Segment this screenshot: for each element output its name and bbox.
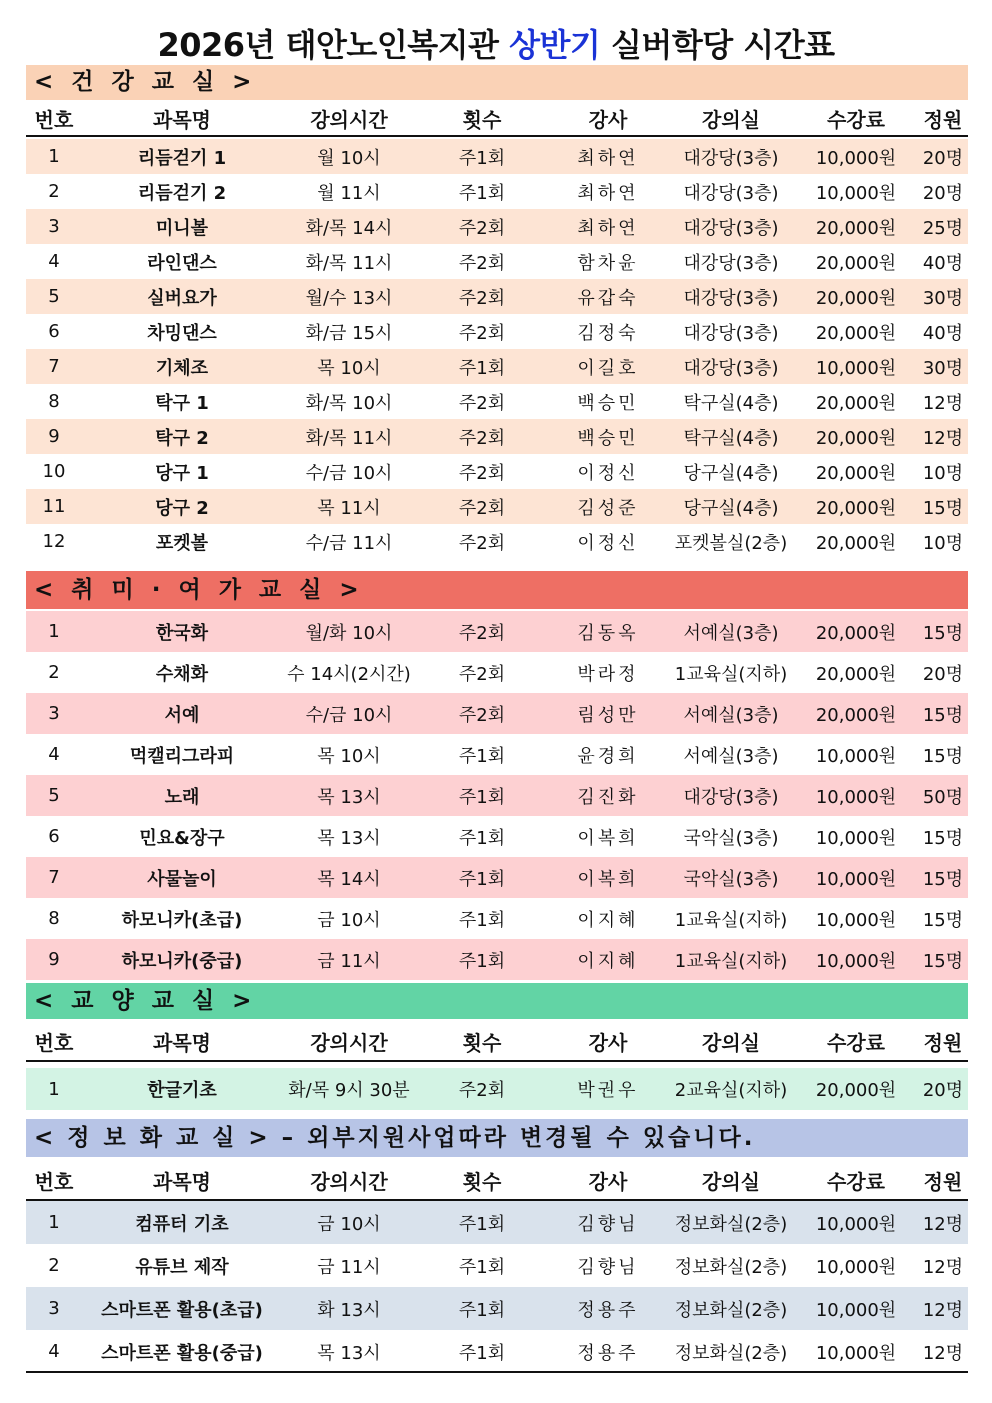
cell-instructor: 박라정 xyxy=(577,663,639,685)
cell-frequency: 주2회 xyxy=(458,532,506,554)
table-row xyxy=(26,174,968,209)
cell-fee: 10,000원 xyxy=(815,1256,897,1278)
header-subject: 과목명 xyxy=(153,1169,211,1194)
cell-room: 서예실(3층) xyxy=(683,745,779,767)
header-number: 번호 xyxy=(34,107,74,132)
cell-room: 2교육실(지하) xyxy=(674,1080,788,1101)
health-header-row xyxy=(26,101,968,137)
cell-frequency: 주1회 xyxy=(458,1256,506,1278)
cell-time: 수/금 11시 xyxy=(305,532,393,554)
cell-time: 목 13시 xyxy=(317,786,381,808)
cell-frequency: 주2회 xyxy=(458,427,506,449)
header-frequency: 횟수 xyxy=(462,107,502,132)
cell-number: 4 xyxy=(48,1341,60,1362)
cell-fee: 20,000원 xyxy=(815,252,897,274)
table-row xyxy=(26,1244,968,1287)
cell-instructor: 유갑숙 xyxy=(577,287,639,309)
cell-capacity: 12명 xyxy=(922,427,964,449)
table-row xyxy=(26,693,968,734)
cell-capacity: 12명 xyxy=(922,1342,964,1364)
health-rows xyxy=(26,139,968,559)
cell-subject: 수채화 xyxy=(155,663,209,685)
header-capacity: 정원 xyxy=(923,107,963,132)
cell-fee: 10,000원 xyxy=(815,827,897,849)
cell-room: 대강당(3층) xyxy=(683,786,779,808)
cell-number: 3 xyxy=(48,703,60,724)
cell-capacity: 10명 xyxy=(922,462,964,484)
cell-subject: 리듬걷기 2 xyxy=(137,182,227,204)
cell-time: 월 10시 xyxy=(317,147,381,169)
cell-room: 포켓볼실(2층) xyxy=(674,532,788,554)
cell-time: 수/금 10시 xyxy=(305,704,393,726)
header-instructor: 강사 xyxy=(588,1030,628,1055)
cell-number: 7 xyxy=(48,356,60,377)
cell-instructor: 이복희 xyxy=(577,868,639,890)
cell-instructor: 김향님 xyxy=(577,1256,639,1278)
cell-capacity: 12명 xyxy=(922,1299,964,1321)
cell-capacity: 15명 xyxy=(922,909,964,931)
table-row xyxy=(26,314,968,349)
cell-capacity: 12명 xyxy=(922,1256,964,1278)
table-row xyxy=(26,524,968,559)
cell-fee: 20,000원 xyxy=(815,217,897,239)
health-section-banner: < 건 강 교 실 > xyxy=(26,65,968,100)
cell-instructor: 정용주 xyxy=(577,1342,639,1364)
cell-fee: 10,000원 xyxy=(815,745,897,767)
cell-instructor: 김향님 xyxy=(577,1213,639,1235)
table-row xyxy=(26,209,968,244)
cell-capacity: 10명 xyxy=(922,532,964,554)
cell-frequency: 주1회 xyxy=(458,909,506,931)
cell-fee: 20,000원 xyxy=(815,287,897,309)
cell-subject: 포켓볼 xyxy=(155,532,209,554)
cell-capacity: 12명 xyxy=(922,392,964,414)
cell-frequency: 주1회 xyxy=(458,182,506,204)
cell-subject: 사물놀이 xyxy=(147,868,217,890)
cell-frequency: 주1회 xyxy=(458,147,506,169)
cell-frequency: 주2회 xyxy=(458,252,506,274)
cell-instructor: 김정숙 xyxy=(577,322,639,344)
cell-frequency: 주2회 xyxy=(458,663,506,685)
cell-frequency: 주1회 xyxy=(458,868,506,890)
cell-room: 대강당(3층) xyxy=(683,357,779,379)
cell-capacity: 15명 xyxy=(922,827,964,849)
cell-capacity: 40명 xyxy=(922,322,964,344)
header-instructor: 강사 xyxy=(588,1169,628,1194)
culture-rows xyxy=(26,1068,968,1110)
cell-instructor: 윤경희 xyxy=(577,745,639,767)
cell-subject: 차밍댄스 xyxy=(147,322,217,344)
cell-frequency: 주2회 xyxy=(458,1080,506,1101)
cell-time: 목 10시 xyxy=(317,745,381,767)
culture-section-banner: < 교 양 교 실 > xyxy=(26,983,968,1019)
cell-capacity: 30명 xyxy=(922,287,964,309)
cell-subject: 유튜브 제작 xyxy=(135,1256,229,1278)
cell-room: 서예실(3층) xyxy=(683,622,779,644)
table-row xyxy=(26,734,968,775)
cell-capacity: 15명 xyxy=(922,704,964,726)
cell-frequency: 주2회 xyxy=(458,462,506,484)
cell-room: 서예실(3층) xyxy=(683,704,779,726)
cell-number: 6 xyxy=(48,826,60,847)
cell-number: 4 xyxy=(48,251,60,272)
cell-room: 당구실(4층) xyxy=(683,462,779,484)
cell-number: 11 xyxy=(42,496,66,517)
cell-fee: 20,000원 xyxy=(815,622,897,644)
table-row xyxy=(26,1330,968,1373)
cell-capacity: 20명 xyxy=(922,182,964,204)
cell-instructor: 이길호 xyxy=(577,357,639,379)
cell-frequency: 주1회 xyxy=(458,1213,506,1235)
cell-time: 화/금 15시 xyxy=(305,322,393,344)
cell-time: 수/금 10시 xyxy=(305,462,393,484)
cell-time: 화 13시 xyxy=(317,1299,381,1321)
cell-room: 1교육실(지하) xyxy=(674,909,788,931)
bottom-rule xyxy=(26,1371,968,1373)
cell-time: 월 11시 xyxy=(317,182,381,204)
cell-number: 1 xyxy=(48,1212,60,1233)
header-fee: 수강료 xyxy=(827,107,885,132)
cell-room: 정보화실(2층) xyxy=(674,1342,788,1364)
cell-frequency: 주2회 xyxy=(458,392,506,414)
cell-time: 수 14시(2시간) xyxy=(287,663,411,685)
cell-fee: 10,000원 xyxy=(815,182,897,204)
header-time: 강의시간 xyxy=(310,1169,388,1194)
cell-time: 금 11시 xyxy=(317,1256,381,1278)
header-number: 번호 xyxy=(34,1169,74,1194)
cell-capacity: 30명 xyxy=(922,357,964,379)
hobby-rows xyxy=(26,611,968,980)
cell-subject: 컴퓨터 기초 xyxy=(135,1213,229,1235)
cell-time: 화/목 14시 xyxy=(305,217,393,239)
culture-header-row xyxy=(26,1022,968,1062)
cell-instructor: 백승민 xyxy=(577,392,639,414)
cell-fee: 20,000원 xyxy=(815,704,897,726)
cell-instructor: 김진화 xyxy=(577,786,639,808)
hobby-section-banner: < 취 미 · 여 가 교 실 > xyxy=(26,571,968,609)
header-number: 번호 xyxy=(34,1030,74,1055)
cell-number: 2 xyxy=(48,181,60,202)
header-fee: 수강료 xyxy=(827,1169,885,1194)
cell-number: 1 xyxy=(48,1078,60,1100)
cell-room: 국악실(3층) xyxy=(683,868,779,890)
cell-subject: 스마트폰 활용(중급) xyxy=(101,1342,263,1364)
cell-number: 6 xyxy=(48,321,60,342)
title-prefix: 2026년 태안노인복지관 xyxy=(157,26,510,64)
info-header-row xyxy=(26,1161,968,1201)
cell-subject: 먹캘리그라피 xyxy=(129,745,235,767)
cell-fee: 20,000원 xyxy=(815,462,897,484)
cell-capacity: 15명 xyxy=(922,950,964,972)
cell-time: 화/목 11시 xyxy=(305,427,393,449)
cell-number: 8 xyxy=(48,908,60,929)
header-room: 강의실 xyxy=(702,107,760,132)
header-subject: 과목명 xyxy=(153,107,211,132)
cell-fee: 10,000원 xyxy=(815,357,897,379)
cell-instructor: 최하연 xyxy=(577,182,639,204)
table-row xyxy=(26,857,968,898)
cell-room: 탁구실(4층) xyxy=(683,427,779,449)
cell-instructor: 함차윤 xyxy=(577,252,639,274)
cell-fee: 10,000원 xyxy=(815,909,897,931)
cell-room: 정보화실(2층) xyxy=(674,1256,788,1278)
cell-capacity: 40명 xyxy=(922,252,964,274)
cell-time: 목 10시 xyxy=(317,357,381,379)
cell-time: 화/목 11시 xyxy=(305,252,393,274)
cell-number: 2 xyxy=(48,662,60,683)
cell-capacity: 15명 xyxy=(922,868,964,890)
info-section-banner: < 정 보 화 교 실 > – 외부지원사업따라 변경될 수 있습니다. xyxy=(26,1119,968,1157)
table-row xyxy=(26,1201,968,1244)
cell-number: 5 xyxy=(48,286,60,307)
cell-instructor: 박권우 xyxy=(577,1080,639,1101)
cell-fee: 20,000원 xyxy=(815,322,897,344)
cell-room: 당구실(4층) xyxy=(683,497,779,519)
cell-fee: 10,000원 xyxy=(815,868,897,890)
cell-subject: 당구 2 xyxy=(155,497,209,519)
cell-room: 1교육실(지하) xyxy=(674,663,788,685)
cell-time: 화/목 10시 xyxy=(305,392,393,414)
table-row xyxy=(26,454,968,489)
cell-subject: 스마트폰 활용(초급) xyxy=(101,1299,263,1321)
cell-time: 목 13시 xyxy=(317,1342,381,1364)
cell-subject: 탁구 1 xyxy=(155,392,209,414)
cell-number: 1 xyxy=(48,146,60,167)
cell-fee: 10,000원 xyxy=(815,1299,897,1321)
info-rows xyxy=(26,1201,968,1373)
header-fee: 수강료 xyxy=(827,1030,885,1055)
cell-frequency: 주1회 xyxy=(458,950,506,972)
cell-room: 대강당(3층) xyxy=(683,322,779,344)
table-row xyxy=(26,898,968,939)
cell-number: 8 xyxy=(48,391,60,412)
cell-fee: 20,000원 xyxy=(815,392,897,414)
cell-subject: 노래 xyxy=(164,786,200,808)
cell-room: 국악실(3층) xyxy=(683,827,779,849)
page-title xyxy=(0,20,992,66)
cell-instructor: 이지혜 xyxy=(577,950,639,972)
cell-fee: 10,000원 xyxy=(815,1213,897,1235)
cell-instructor: 김동옥 xyxy=(577,622,639,644)
cell-instructor: 정용주 xyxy=(577,1299,639,1321)
cell-fee: 20,000원 xyxy=(815,1080,897,1101)
table-row xyxy=(26,1287,968,1330)
cell-subject: 기체조 xyxy=(155,357,209,379)
header-frequency: 횟수 xyxy=(462,1030,502,1055)
cell-instructor: 이정신 xyxy=(577,532,639,554)
cell-time: 금 10시 xyxy=(317,909,381,931)
cell-capacity: 12명 xyxy=(922,1213,964,1235)
cell-frequency: 주2회 xyxy=(458,704,506,726)
cell-capacity: 15명 xyxy=(922,497,964,519)
cell-fee: 20,000원 xyxy=(815,427,897,449)
cell-number: 5 xyxy=(48,785,60,806)
cell-frequency: 주1회 xyxy=(458,1299,506,1321)
cell-fee: 20,000원 xyxy=(815,497,897,519)
header-frequency: 횟수 xyxy=(462,1169,502,1194)
cell-frequency: 주2회 xyxy=(458,497,506,519)
cell-number: 9 xyxy=(48,949,60,970)
table-row xyxy=(26,611,968,652)
cell-room: 대강당(3층) xyxy=(683,182,779,204)
cell-number: 9 xyxy=(48,426,60,447)
title-highlight: 상반기 xyxy=(509,26,601,64)
cell-number: 2 xyxy=(48,1255,60,1276)
cell-number: 12 xyxy=(42,531,66,552)
cell-time: 화/목 9시 30분 xyxy=(288,1080,410,1101)
header-room: 강의실 xyxy=(702,1169,760,1194)
cell-capacity: 15명 xyxy=(922,745,964,767)
cell-capacity: 50명 xyxy=(922,786,964,808)
table-row xyxy=(26,419,968,454)
cell-subject: 리듬걷기 1 xyxy=(137,147,227,169)
table-row xyxy=(26,489,968,524)
cell-frequency: 주1회 xyxy=(458,786,506,808)
cell-capacity: 20명 xyxy=(922,147,964,169)
cell-frequency: 주2회 xyxy=(458,622,506,644)
cell-room: 1교육실(지하) xyxy=(674,950,788,972)
cell-instructor: 최하연 xyxy=(577,217,639,239)
cell-fee: 20,000원 xyxy=(815,532,897,554)
cell-subject: 당구 1 xyxy=(155,462,209,484)
cell-instructor: 림성만 xyxy=(577,704,639,726)
header-capacity: 정원 xyxy=(923,1169,963,1194)
cell-room: 대강당(3층) xyxy=(683,217,779,239)
cell-capacity: 20명 xyxy=(922,663,964,685)
cell-subject: 한국화 xyxy=(155,622,209,644)
cell-frequency: 주1회 xyxy=(458,357,506,379)
cell-room: 대강당(3층) xyxy=(683,287,779,309)
cell-fee: 10,000원 xyxy=(815,147,897,169)
cell-number: 3 xyxy=(48,1298,60,1319)
table-row xyxy=(26,816,968,857)
cell-fee: 10,000원 xyxy=(815,1342,897,1364)
cell-subject: 민요&장구 xyxy=(139,827,225,849)
cell-frequency: 주1회 xyxy=(458,827,506,849)
cell-number: 1 xyxy=(48,621,60,642)
header-time: 강의시간 xyxy=(310,1030,388,1055)
cell-subject: 서예 xyxy=(164,704,200,726)
title-suffix: 실버학당 시간표 xyxy=(600,26,835,64)
cell-frequency: 주1회 xyxy=(458,1342,506,1364)
cell-frequency: 주2회 xyxy=(458,322,506,344)
cell-subject: 실버요가 xyxy=(147,287,217,309)
cell-subject: 한글기초 xyxy=(147,1080,217,1101)
cell-capacity: 20명 xyxy=(922,1080,964,1101)
cell-fee: 10,000원 xyxy=(815,786,897,808)
table-row xyxy=(26,349,968,384)
cell-time: 월/화 10시 xyxy=(305,622,393,644)
cell-subject: 라인댄스 xyxy=(147,252,217,274)
cell-subject: 하모니카(초급) xyxy=(121,909,243,931)
cell-subject: 미니볼 xyxy=(155,217,209,239)
cell-fee: 10,000원 xyxy=(815,950,897,972)
table-row xyxy=(26,939,968,980)
cell-room: 정보화실(2층) xyxy=(674,1299,788,1321)
cell-instructor: 백승민 xyxy=(577,427,639,449)
cell-time: 금 11시 xyxy=(317,950,381,972)
header-capacity: 정원 xyxy=(923,1030,963,1055)
header-time: 강의시간 xyxy=(310,107,388,132)
cell-room: 대강당(3층) xyxy=(683,252,779,274)
cell-number: 10 xyxy=(42,461,66,482)
cell-fee: 20,000원 xyxy=(815,663,897,685)
cell-time: 월/수 13시 xyxy=(305,287,393,309)
cell-frequency: 주1회 xyxy=(458,745,506,767)
cell-instructor: 김성준 xyxy=(577,497,639,519)
cell-time: 목 13시 xyxy=(317,827,381,849)
cell-instructor: 최하연 xyxy=(577,147,639,169)
cell-instructor: 이복희 xyxy=(577,827,639,849)
header-room: 강의실 xyxy=(702,1030,760,1055)
header-instructor: 강사 xyxy=(588,107,628,132)
cell-number: 4 xyxy=(48,744,60,765)
cell-number: 7 xyxy=(48,867,60,888)
cell-room: 탁구실(4층) xyxy=(683,392,779,414)
table-row xyxy=(26,244,968,279)
table-row xyxy=(26,279,968,314)
table-row xyxy=(26,775,968,816)
cell-room: 대강당(3층) xyxy=(683,147,779,169)
table-row xyxy=(26,1068,968,1110)
cell-instructor: 이지혜 xyxy=(577,909,639,931)
cell-capacity: 25명 xyxy=(922,217,964,239)
cell-time: 금 10시 xyxy=(317,1213,381,1235)
cell-capacity: 15명 xyxy=(922,622,964,644)
table-row xyxy=(26,652,968,693)
table-row xyxy=(26,384,968,419)
cell-time: 목 11시 xyxy=(317,497,381,519)
cell-frequency: 주2회 xyxy=(458,287,506,309)
cell-subject: 탁구 2 xyxy=(155,427,209,449)
cell-instructor: 이정신 xyxy=(577,462,639,484)
cell-time: 목 14시 xyxy=(317,868,381,890)
cell-frequency: 주2회 xyxy=(458,217,506,239)
cell-number: 3 xyxy=(48,216,60,237)
header-subject: 과목명 xyxy=(153,1030,211,1055)
cell-subject: 하모니카(중급) xyxy=(121,950,243,972)
table-row xyxy=(26,139,968,174)
cell-room: 정보화실(2층) xyxy=(674,1213,788,1235)
